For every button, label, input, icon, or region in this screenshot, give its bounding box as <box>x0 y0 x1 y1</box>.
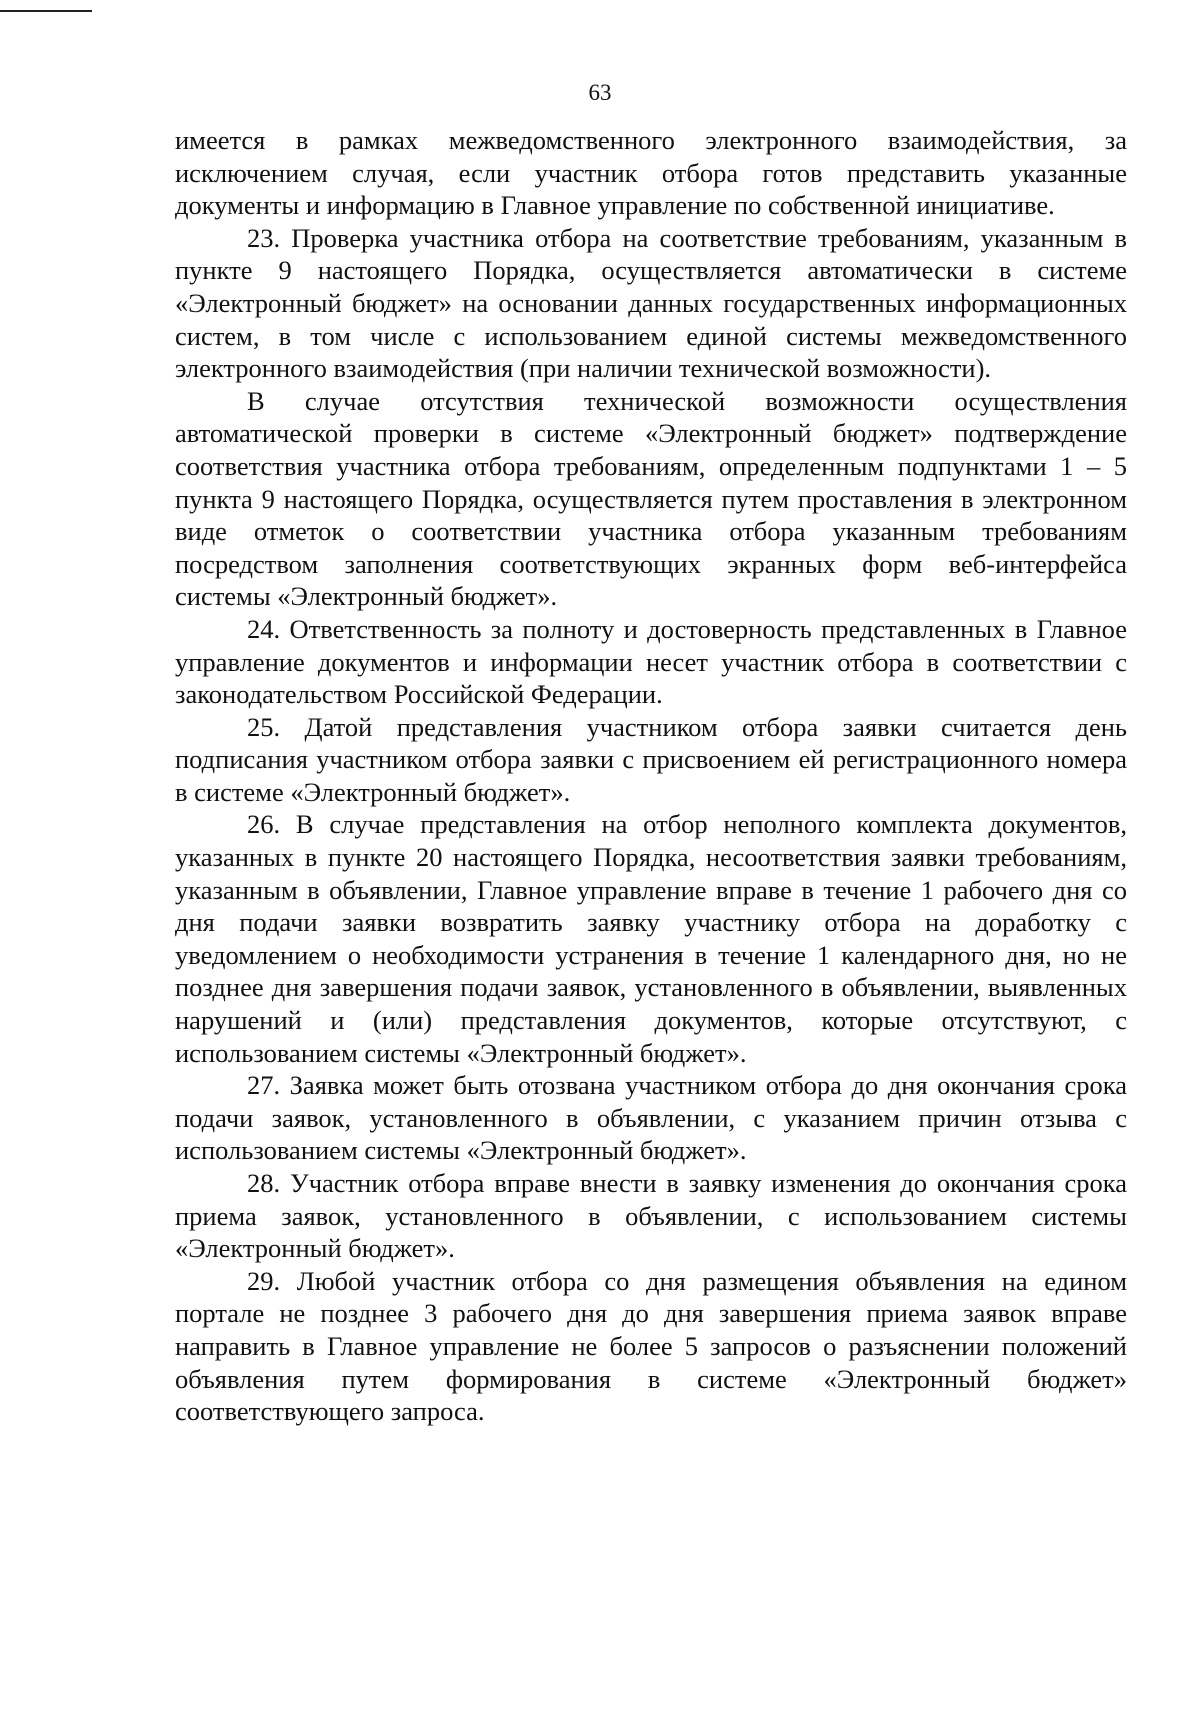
paragraph-27: 27. Заявка может быть отозвана участником отбора до дня окончания срока подачи заявок, установленного в объявлении, с указанием причин отзыва с использованием системы «Электронный бюджет». <box>175 1070 1127 1166</box>
paragraph-29: 29. Любой участник отбора со дня размещения объявления на едином портале не позднее 3 рабочего дня до дня завершения приема заявок вправе направить в Главное управление не более 5 запросов о разъяснении положений объявления путем формирования в системе «Электронный бюджет» соответствующего запроса. <box>175 1265 1127 1427</box>
paragraph-24: 24. Ответственность за полноту и достоверность представленных в Главное управление документов и информации несет участник отбора в соответствии с законодательством Российской Федерации. <box>175 613 1127 710</box>
document-body <box>175 124 1127 1428</box>
paragraph-continuation: имеется в рамках межведомственного электронного взаимодействия, за исключением случая, если участник отбора готов представить указанные документы и информацию в Главное управление по собственной инициативе. <box>175 125 1127 221</box>
paragraph-28: 28. Участник отбора вправе внести в заявку изменения до окончания срока приема заявок, установленного в объявлении, с использованием системы «Электронный бюджет». <box>175 1168 1127 1264</box>
scan-corner-mark <box>0 10 92 12</box>
paragraph-23: 23. Проверка участника отбора на соответствие требованиям, указанным в пункте 9 настоящего Порядка, осуществляется автоматически в системе «Электронный бюджет» на основании данных государственных информационных систем, в том числе с использованием единой системы межведомственного электронного взаимодействия (при наличии технической возможности). <box>175 222 1127 384</box>
paragraph-23-continued: В случае отсутствия технической возможности осуществления автоматической проверки в системе «Электронный бюджет» подтверждение соответствия участника отбора требованиям, определенным подпунктами 1 – 5 пункта 9 настоящего Порядка, осуществляется путем проставления в электронном виде отметок о соответствии участника отбора указанным требованиям посредством заполнения соответствующих экранных форм веб-интерфейса системы «Электронный бюджет». <box>175 385 1127 612</box>
paragraph-26: 26. В случае представления на отбор неполного комплекта документов, указанных в пункте 20 настоящего Порядка, несоответствия заявки требованиям, указанным в объявлении, Главное управление вправе в течение 1 рабочего дня со дня подачи заявки возвратить заявку участнику отбора на доработку с уведомлением о необходимости устранения в течение 1 календарного дня, но не позднее дня завершения подачи заявок, установленного в объявлении, выявленных нарушений и (или) представления документов, которые отсутствуют, с использованием системы «Электронный бюджет». <box>175 809 1127 1068</box>
paragraph-25: 25. Датой представления участником отбора заявки считается день подписания участником отбора заявки с присвоением ей регистрационного номера в системе «Электронный бюджет». <box>175 711 1127 807</box>
page-number: 63 <box>588 80 612 105</box>
